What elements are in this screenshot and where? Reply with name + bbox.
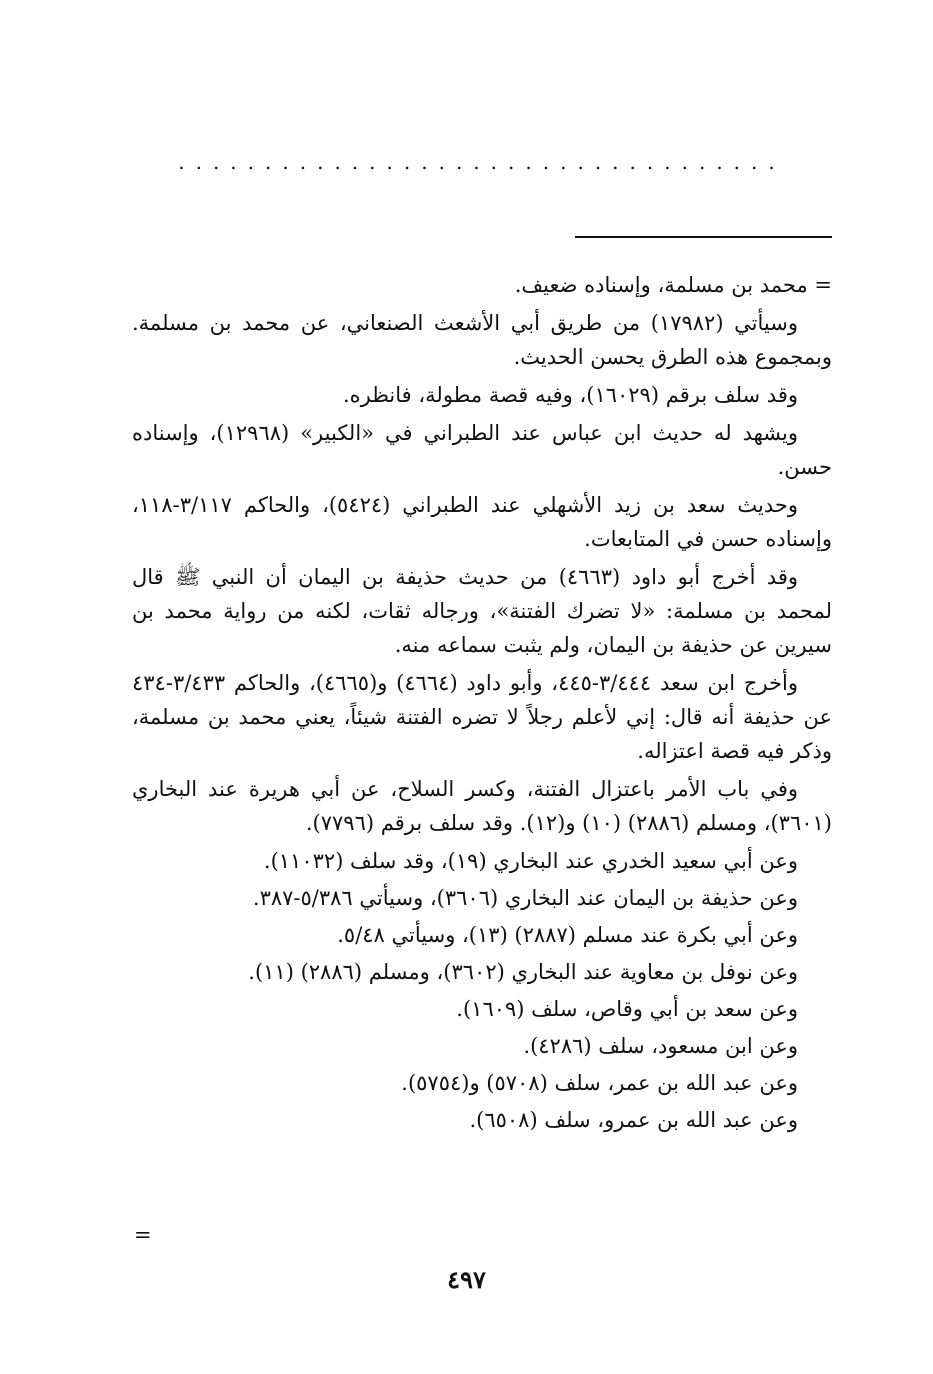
page-number: ٤٩٧ — [447, 1265, 486, 1294]
sub-item: وعن ابن مسعود، سلف (٤٢٨٦). — [523, 1034, 798, 1058]
sub-item: وعن سعد بن أبي وقاص، سلف (١٦٠٩). — [456, 997, 798, 1021]
continuation-mark: = — [134, 1223, 152, 1247]
sub-item: وعن حذيفة بن اليمان عند البخاري (٣٦٠٦)، وسيأتي ٥/٣٨٦-٣٨٧. — [252, 886, 798, 910]
sub-item: وعن أبي بكرة عند مسلم (٢٨٨٧) (١٣)، وسيأتي ٥/٤٨. — [337, 923, 798, 947]
paragraph: = محمد بن مسلمة، وإسناده ضعيف. — [514, 273, 832, 297]
sub-item-list — [132, 844, 832, 1137]
paragraph: وسيأتي (١٧٩٨٢) من طريق أبي الأشعث الصنعاني، عن محمد بن مسلمة. وبمجموع هذه الطرق يحسن الحديث. — [132, 311, 832, 369]
paragraph: وقد أخرج أبو داود (٤٦٦٣) من حديث حذيفة بن اليمان أن النبي ﷺ قال لمحمد بن مسلمة: «لا تضرك الفتنة»، ورجاله ثقات، لكنه من رواية محمد بن سيرين عن حذيفة بن اليمان، ولم يثبت سماعه منه. — [132, 565, 832, 657]
paragraph: وقد سلف برقم (١٦٠٢٩)، وفيه قصة مطولة، فانظره. — [342, 383, 798, 407]
sub-item: وعن عبد الله بن عمر، سلف (٥٧٠٨) و(٥٧٥٤). — [401, 1071, 798, 1095]
footnote-text — [132, 268, 832, 1140]
dotted-separator: ................................... — [178, 152, 786, 172]
footnote-rule — [575, 236, 832, 238]
sub-item: وعن عبد الله بن عمرو، سلف (٦٥٠٨). — [469, 1108, 798, 1132]
paragraph: ويشهد له حديث ابن عباس عند الطبراني في «الكبير» (١٢٩٦٨)، وإسناده حسن. — [132, 421, 832, 479]
paragraph: وأخرج ابن سعد ٣/٤٤٤-٤٤٥، وأبو داود (٤٦٦٤) و(٤٦٦٥)، والحاكم ٣/٤٣٣-٤٣٤ عن حذيفة أنه قال: إني لأعلم رجلاً لا تضره الفتنة شيئاً، يعني محمد بن مسلمة، وذكر فيه قصة اعتزاله. — [132, 671, 832, 763]
sub-item: وعن نوفل بن معاوية عند البخاري (٣٦٠٢)، ومسلم (٢٨٨٦) (١١). — [248, 960, 798, 984]
paragraph: وحديث سعد بن زيد الأشهلي عند الطبراني (٥٤٢٤)، والحاكم ٣/١١٧-١١٨، وإسناده حسن في المتابعات. — [132, 493, 832, 551]
sub-item: وعن أبي سعيد الخدري عند البخاري (١٩)، وقد سلف (١١٠٣٢). — [263, 849, 798, 873]
paragraph: وفي باب الأمر باعتزال الفتنة، وكسر السلاح، عن أبي هريرة عند البخاري (٣٦٠١)، ومسلم (٢٨٨٦) (١٠) و(١٢). وقد سلف برقم (٧٧٩٦). — [132, 777, 832, 835]
